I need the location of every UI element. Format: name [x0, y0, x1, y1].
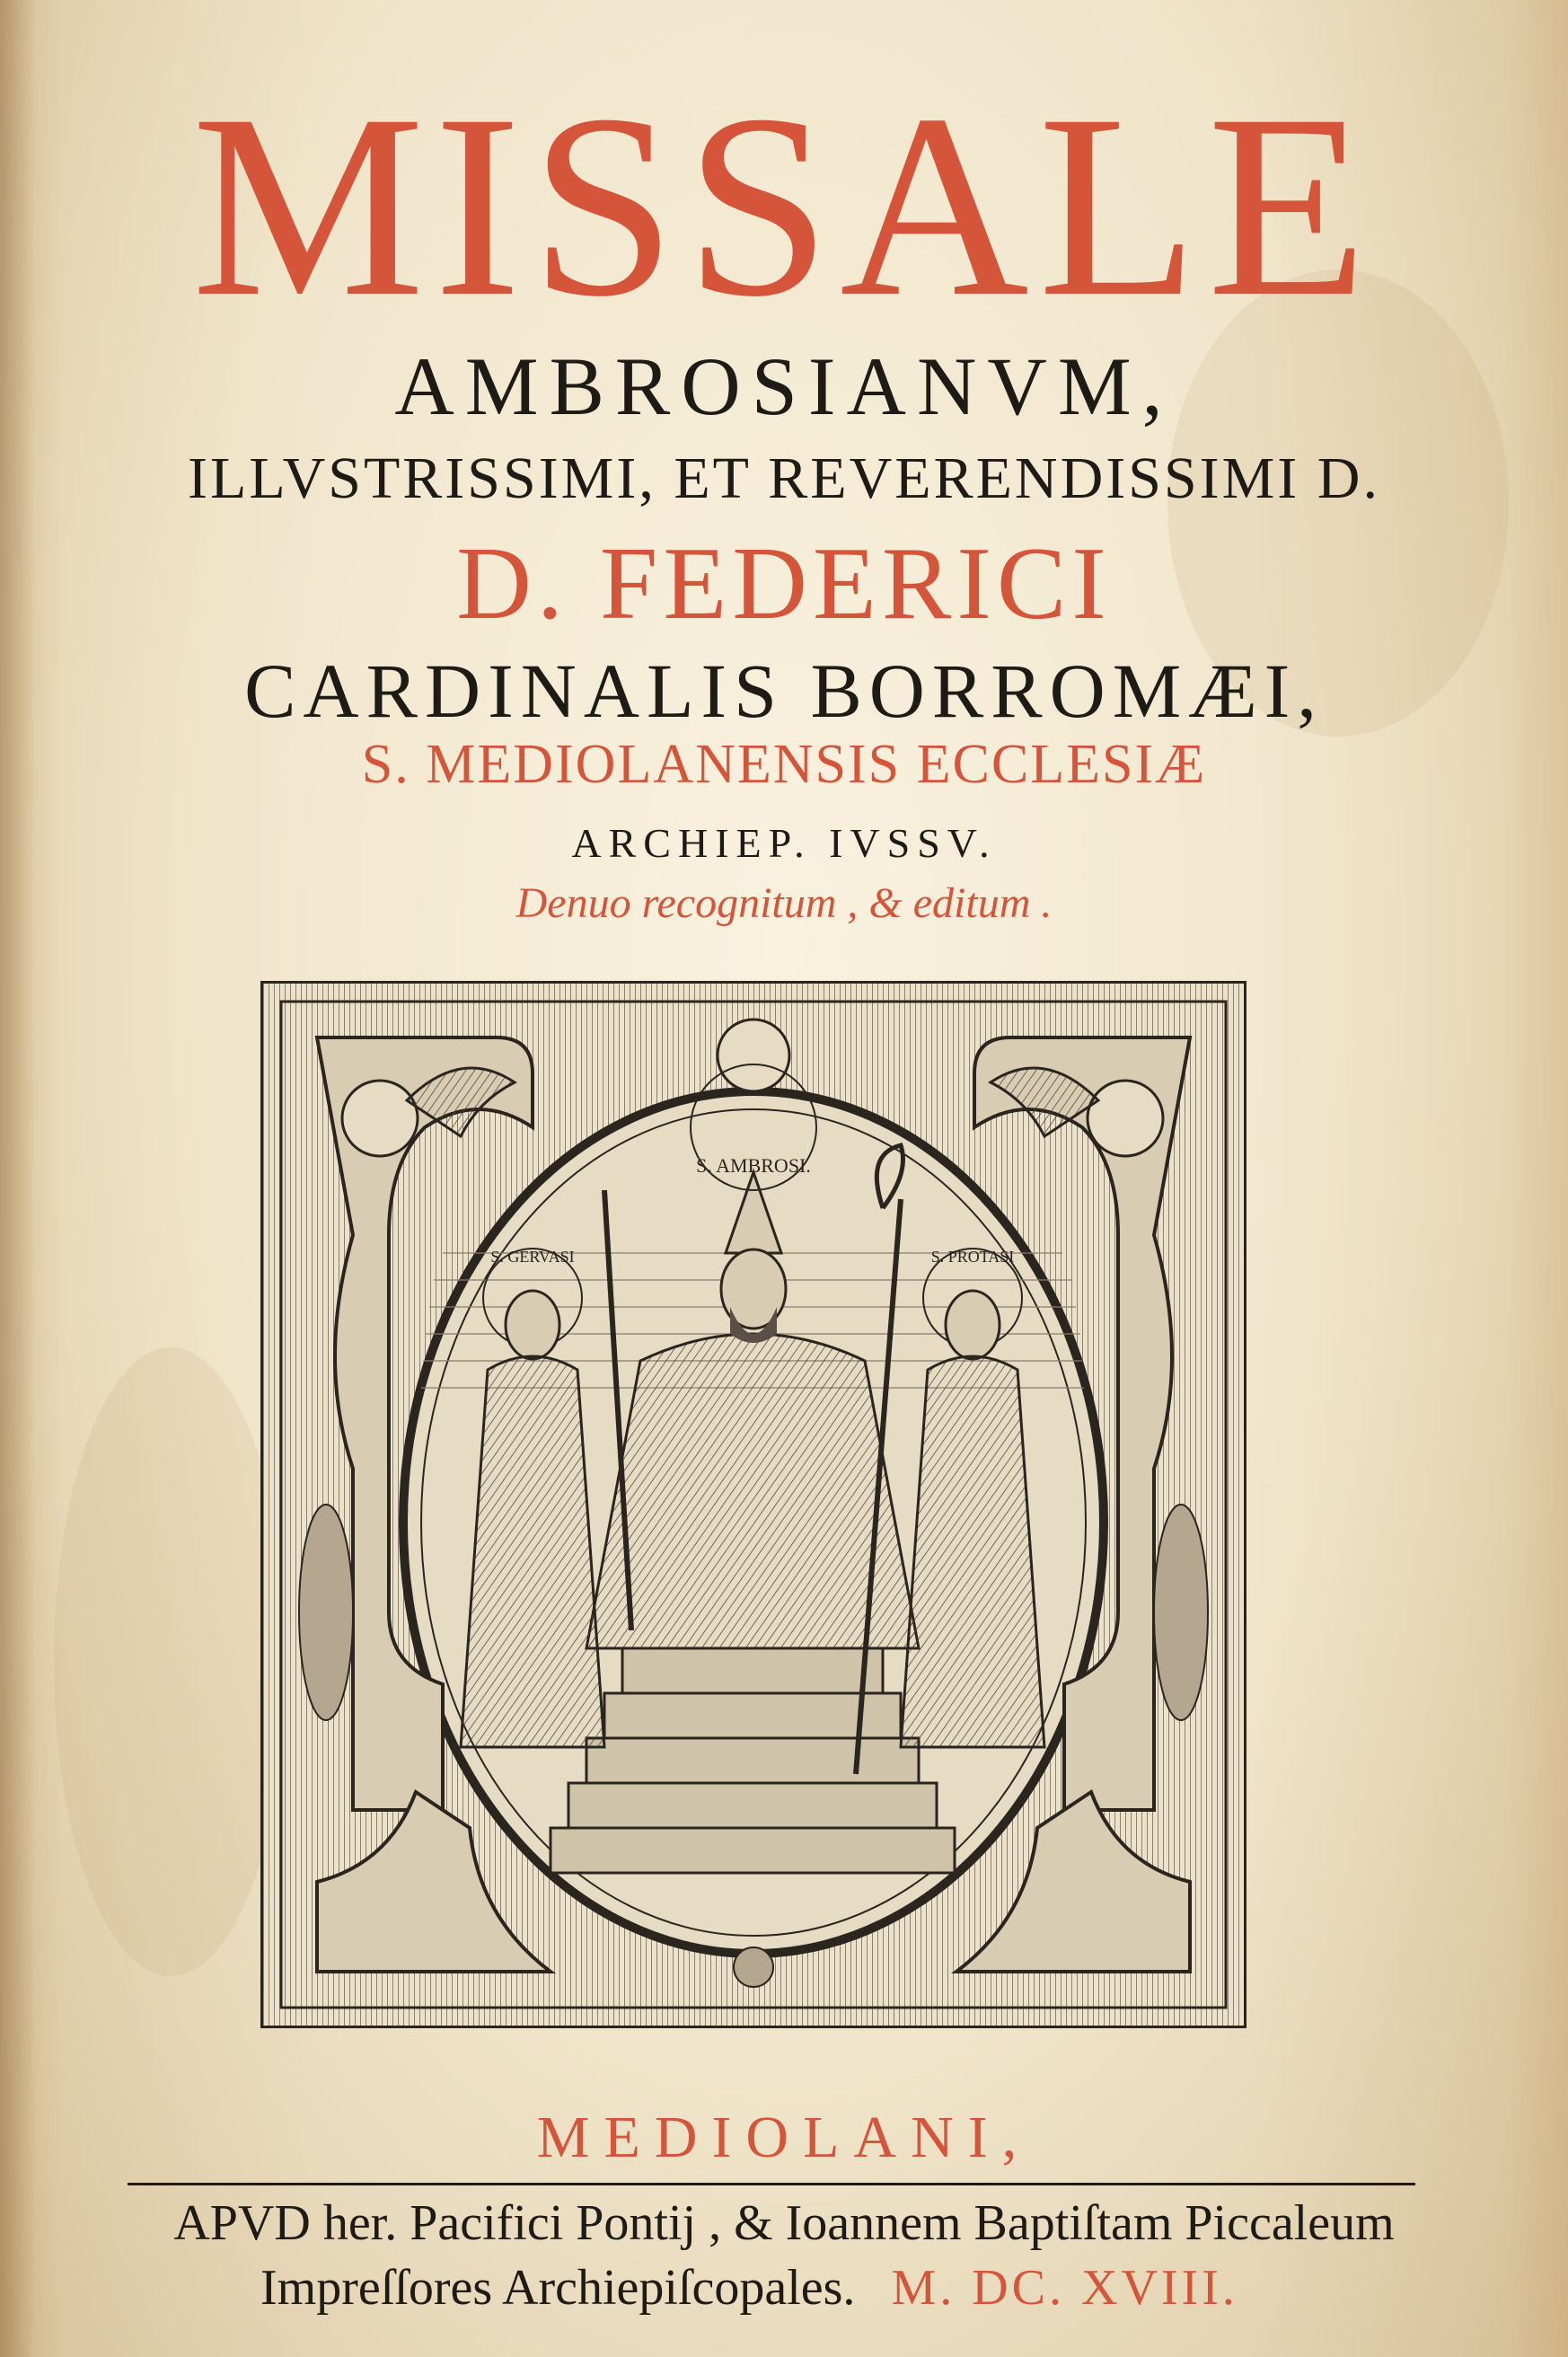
engraving-illustration: [263, 984, 1244, 2026]
paper-stain: [54, 1347, 287, 1976]
patron-name: D. FEDERICI: [456, 526, 1112, 641]
book-title: MISSALE: [191, 61, 1377, 351]
patron-title: CARDINALIS BORROMÆI,: [244, 648, 1324, 734]
imprint-row: [260, 2260, 1392, 2316]
printer-title: Impreſſores Archiepiſcopales.: [260, 2260, 856, 2316]
publication-year: M. DC. XVIII.: [891, 2260, 1238, 2316]
imprint-rule: [128, 2183, 1415, 2185]
edition-note: Denuo recognitum , & editum .: [515, 879, 1053, 927]
dedication-line: ILLVSTRISSIMI, ET REVERENDISSIMI D.: [188, 446, 1380, 511]
printer-line: APVD her. Pacifici Pontij , & Ioannem Baptiſtam Piccaleum: [173, 2195, 1395, 2251]
label-st-gervasius: S. GERVASI: [490, 1248, 575, 1266]
place-of-printing: MEDIOLANI,: [536, 2105, 1032, 2170]
label-st-ambrose: S. AMBROSI.: [696, 1154, 811, 1177]
engraving-frontispiece: [260, 981, 1246, 2028]
archiep-line: ARCHIEP. IVSSV.: [571, 820, 997, 866]
label-st-protasius: S. PROTASI: [930, 1248, 1015, 1266]
church-line: S. MEDIOLANENSIS ECCLESIÆ: [361, 734, 1207, 795]
subtitle-ambrosianum: AMBROSIANVM,: [394, 340, 1174, 432]
